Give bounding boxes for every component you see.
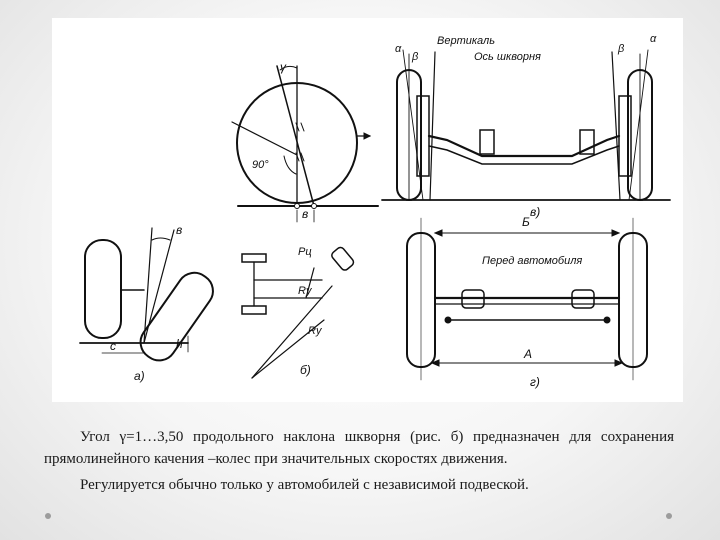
- width-b-label: Б: [522, 215, 530, 229]
- force-rc-label: Рц: [298, 246, 312, 258]
- front-of-car-label: Перед автомобиля: [482, 255, 583, 267]
- arrowhead: [364, 133, 370, 139]
- vertical-label: Вертикаль: [437, 35, 496, 47]
- angle-90-label: 90°: [252, 159, 269, 171]
- beta-right-label: β: [618, 43, 625, 55]
- caption-text: [44, 426, 674, 496]
- panel-v-label: в): [530, 205, 541, 219]
- beta-arc: [152, 238, 170, 240]
- alpha-right-label: α: [650, 33, 657, 45]
- right-angle-arc: [284, 156, 296, 174]
- front-view-group: [382, 33, 670, 219]
- beta-a-label: в: [176, 223, 183, 237]
- axle-beam: [429, 136, 619, 156]
- dim-c-label: с: [110, 339, 116, 353]
- technical-figure: [52, 18, 683, 402]
- top-view-group: [407, 215, 647, 389]
- steered-wheel: [330, 246, 355, 272]
- offset-view-group: [80, 223, 220, 383]
- dim-h-label: h: [176, 337, 183, 351]
- kingpin-axis-label: Ось шкворня: [474, 51, 541, 63]
- tick-mark: [301, 123, 304, 131]
- panel-a-label: а): [134, 369, 145, 383]
- bullet-dot-right: [666, 513, 672, 519]
- contact-point-circle: [312, 204, 317, 209]
- b-offset-label: в: [302, 207, 309, 221]
- radius-line: [232, 122, 297, 155]
- paragraph-adjustment: Регулируется обычно только у автомобилей с независимой подвеской.: [80, 477, 529, 493]
- contact-point-circle: [295, 204, 300, 209]
- gamma-label: γ: [280, 60, 286, 74]
- panel-g-label: г): [530, 375, 540, 389]
- width-a-label: А: [524, 347, 533, 361]
- left-kingpin-line: [430, 52, 435, 200]
- force-ry-label: Rу: [298, 285, 312, 297]
- paragraph-caster-angle: Угол γ=1…3,50 продольного наклона шкворня (рис. б) предназначен для сохранения прямолинейного качения –колес при значительных скоростях движения.: [44, 429, 674, 467]
- alpha-left-label: α: [395, 43, 402, 55]
- panel-b-label: б): [300, 363, 311, 377]
- left-hub: [417, 96, 429, 176]
- tie-rod-end: [604, 317, 610, 323]
- kingpin-axis-line: [277, 66, 314, 206]
- bullet-dot-left: [45, 513, 51, 519]
- beta-left-label: β: [412, 51, 419, 63]
- right-hub: [619, 96, 631, 176]
- top-left-pad: [242, 254, 266, 262]
- tilted-wheel: [134, 266, 220, 367]
- arrowhead: [435, 230, 442, 236]
- left-spring-pad: [480, 130, 494, 154]
- tie-rod-end: [445, 317, 451, 323]
- bottom-left-pad: [242, 306, 266, 314]
- caster-wheel-group: [232, 60, 378, 222]
- force-ry-label-2: Rу: [308, 325, 322, 337]
- arrowhead: [612, 230, 619, 236]
- wheel-geometry-diagram: [52, 18, 683, 402]
- upright-wheel: [85, 240, 121, 338]
- forces-view-group: [242, 246, 355, 378]
